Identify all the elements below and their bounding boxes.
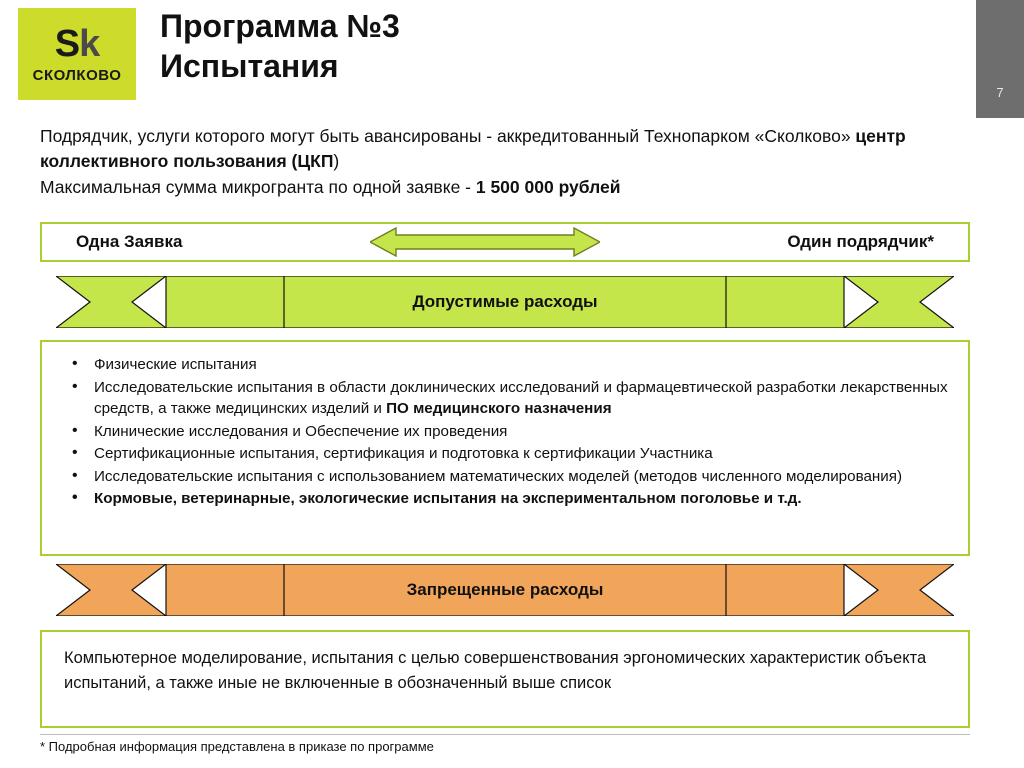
list-item — [60, 421, 950, 443]
allowed-expenses-banner — [56, 276, 954, 328]
list-item-text: Физические испытания — [94, 356, 257, 373]
forbidden-expenses-label: Запрещенные расходы — [406, 580, 604, 599]
one-contractor-label: Один подрядчик* — [787, 232, 934, 251]
list-item — [60, 354, 950, 376]
application-contractor-row — [40, 222, 970, 262]
intro-bold-1: центр коллективного пользования (ЦКП — [40, 126, 906, 172]
allowed-expenses-label: Допустимые расходы — [412, 292, 598, 311]
intro-part-2: ) — [333, 151, 340, 172]
list-item — [60, 377, 950, 420]
intro-part-1: Подрядчик, услуги которого могут быть авансированы - аккредитованный Технопарком «Сколково» — [40, 126, 856, 146]
footnote — [40, 734, 970, 762]
forbidden-expenses-box — [40, 630, 970, 728]
double-arrow-icon — [370, 227, 600, 257]
logo-mark-s: S — [54, 22, 80, 65]
intro-bold-2: 1 500 000 рублей — [475, 176, 621, 197]
title-line-2: Испытания — [160, 48, 339, 84]
allowed-expenses-list — [40, 340, 970, 556]
logo-mark-k: k — [79, 22, 100, 65]
page-number-tab — [976, 0, 1024, 118]
page-title — [160, 6, 860, 86]
list-item-text: Клинические исследования и Обеспечение их проведения — [94, 422, 508, 440]
list-item — [60, 466, 950, 488]
intro-paragraph — [40, 124, 995, 200]
list-item-text: Исследовательские испытания с использованием математических моделей (методов численного моделирования) — [94, 467, 903, 485]
footnote-text: * Подробная информация представлена в приказе по программе — [40, 739, 434, 754]
forbidden-expenses-text: Компьютерное моделирование, испытания с целью совершенствования эргономических характеристик объекта испытаний, а также иные не включенные в обозначенный выше список — [64, 649, 927, 692]
page-number: 7 — [996, 85, 1004, 100]
list-item-text: Исследовательские испытания в области доклинических исследований и фармацевтической разработки лекарственных средств, а также медицинских изделий и — [94, 378, 948, 418]
skolkovo-logo — [18, 8, 136, 100]
list-item-text: Кормовые, ветеринарные, экологические испытания на экспериментальном поголовье и т.д. — [94, 490, 802, 508]
logo-mark — [54, 22, 100, 65]
list-item-bold-tail: ПО медицинского назначения — [386, 400, 612, 418]
list-item — [60, 488, 950, 510]
forbidden-expenses-banner — [56, 564, 954, 616]
intro-part-3: Максимальная сумма микрогранта по одной заявке - — [40, 176, 476, 197]
one-application-label: Одна Заявка — [76, 232, 183, 251]
list-item — [60, 443, 950, 465]
title-line-1: Программа №3 — [160, 8, 400, 44]
logo-text: СКОЛКОВО — [32, 66, 122, 84]
list-item-text: Сертификационные испытания, сертификация и подготовка к сертификации Участника — [94, 445, 713, 463]
